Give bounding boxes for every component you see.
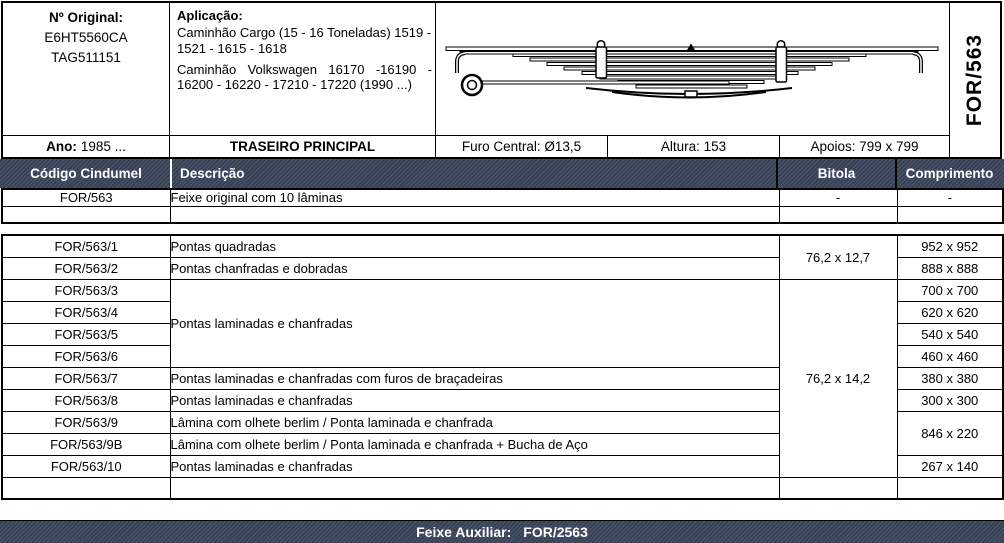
table-row: [2, 235, 1003, 257]
bitola-cell: 76,2 x 12,7: [779, 235, 897, 279]
comp-cell: 888 x 888: [897, 257, 1003, 279]
comp-cell: 620 x 620: [897, 301, 1003, 323]
table-row: [2, 279, 1003, 301]
code-cell: FOR/563/1: [2, 235, 170, 257]
comp-cell: -: [897, 189, 1003, 206]
desc-cell: Pontas chanfradas e dobradas: [170, 257, 779, 279]
code-cell: FOR/563: [2, 189, 170, 206]
table-row: [2, 477, 1003, 499]
desc-cell: Pontas laminadas e chanfradas: [170, 455, 779, 477]
spec-altura: Altura: 153: [608, 136, 780, 157]
footer-value: FOR/2563: [523, 524, 588, 540]
comp-cell: 460 x 460: [897, 345, 1003, 367]
spec-ano: [3, 136, 170, 157]
desc-cell: Pontas laminadas e chanfradas: [170, 279, 779, 367]
comp-cell: 300 x 300: [897, 389, 1003, 411]
comp-cell: 267 x 140: [897, 455, 1003, 477]
footer-label: Feixe Auxiliar:: [416, 524, 512, 540]
table-section-leaves: [1, 234, 1004, 500]
table-section-original: [1, 188, 1004, 224]
code-cell: FOR/563/9: [2, 411, 170, 433]
code-cell: FOR/563/5: [2, 323, 170, 345]
desc-cell: Lâmina com olhete berlim / Ponta laminada e chanfrada + Bucha de Aço: [170, 433, 779, 455]
original-number-label: Nº Original:: [49, 10, 123, 25]
application-box: [170, 3, 436, 136]
desc-cell: [170, 206, 779, 223]
code-cell: FOR/563/3: [2, 279, 170, 301]
column-header-descricao: Descrição: [180, 166, 245, 181]
spec-ano-label: Ano:: [46, 139, 77, 154]
spec-furo-central: Furo Central: Ø13,5: [436, 136, 608, 157]
code-cell: FOR/563/9B: [2, 433, 170, 455]
desc-cell: Feixe original com 10 lâminas: [170, 189, 779, 206]
code-cell: [2, 206, 170, 223]
comp-cell: 380 x 380: [897, 367, 1003, 389]
column-header-comprimento: Comprimento: [905, 166, 994, 181]
original-number-code: TAG511151: [51, 50, 121, 65]
original-number-box: [3, 3, 170, 136]
bitola-cell: 76,2 x 14,2: [779, 279, 897, 477]
leaf-spring-drawing: [436, 3, 950, 136]
desc-cell: [170, 477, 779, 499]
desc-cell: Lâmina com olhete berlim / Ponta laminada e chanfrada: [170, 411, 779, 433]
bitola-cell: [779, 477, 897, 499]
code-cell: FOR/563/6: [2, 345, 170, 367]
bitola-cell: [779, 206, 897, 223]
application-line: Caminhão Cargo (15 - 16 Toneladas) 1519 - 1521 - 1615 - 1618: [177, 24, 432, 56]
code-cell: FOR/563/4: [2, 301, 170, 323]
comp-cell: 952 x 952: [897, 235, 1003, 257]
code-cell: FOR/563/2: [2, 257, 170, 279]
desc-cell: Pontas laminadas e chanfradas: [170, 389, 779, 411]
column-header-bitola: Bitola: [817, 166, 856, 181]
application-line: Caminhão Volkswagen 16170 -16190 - 16200 - 16220 - 17210 - 17220 (1990 ...): [177, 61, 432, 93]
code-cell: [2, 477, 170, 499]
bitola-cell: -: [779, 189, 897, 206]
original-number-code: E6HT5560CA: [44, 30, 128, 45]
application-label: Aplicação:: [177, 8, 243, 23]
code-cell: FOR/563/7: [2, 367, 170, 389]
code-cell: FOR/563/8: [2, 389, 170, 411]
table-row: [2, 206, 1003, 223]
spec-ano-value: 1985 ...: [80, 139, 126, 154]
column-header-codigo: Código Cindumel: [30, 166, 142, 181]
part-code-vertical-box: [950, 3, 1000, 157]
comp-cell: 846 x 220: [897, 411, 1003, 455]
desc-cell: Pontas quadradas: [170, 235, 779, 257]
identification-block: [1, 1, 1002, 159]
comp-cell: [897, 206, 1003, 223]
comp-cell: 540 x 540: [897, 323, 1003, 345]
comp-cell: 700 x 700: [897, 279, 1003, 301]
desc-cell: Pontas laminadas e chanfradas com furos de braçadeiras: [170, 367, 779, 389]
part-code-vertical: FOR/563: [963, 33, 987, 127]
code-cell: FOR/563/10: [2, 455, 170, 477]
spec-apoios: Apoios: 799 x 799: [780, 136, 950, 157]
table-row: [2, 189, 1003, 206]
spec-position: TRASEIRO PRINCIPAL: [170, 136, 436, 157]
footer-bar: [0, 520, 1004, 543]
table-header-bar: [0, 159, 1004, 188]
comp-cell: [897, 477, 1003, 499]
